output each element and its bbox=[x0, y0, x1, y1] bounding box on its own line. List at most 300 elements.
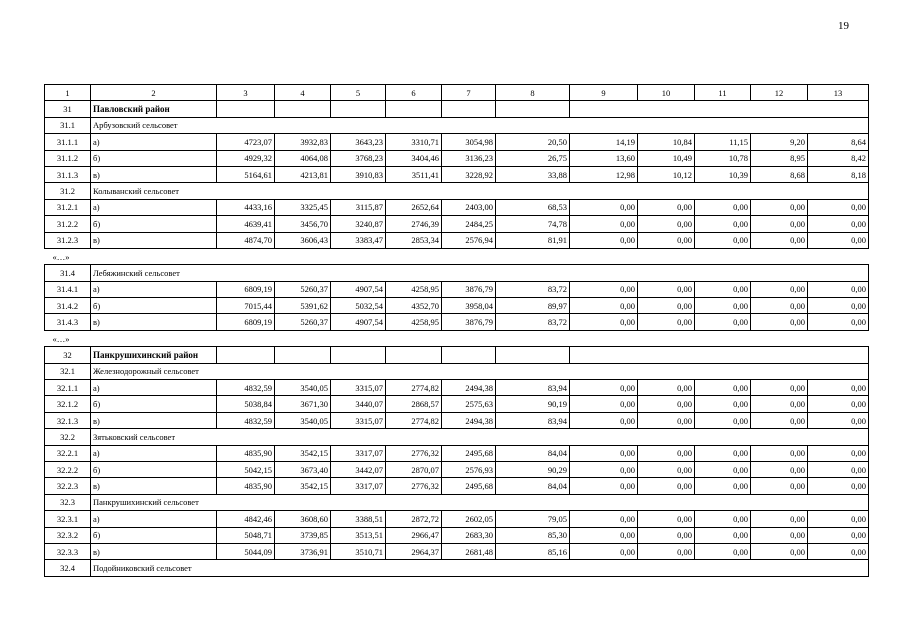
row-label: б) bbox=[91, 461, 217, 477]
row-code: 32.2.1 bbox=[45, 445, 91, 461]
value-cell: 0,00 bbox=[638, 478, 695, 494]
value-cell: 2494,38 bbox=[442, 412, 496, 428]
value-cell: 0,00 bbox=[808, 461, 869, 477]
value-cell: 0,00 bbox=[638, 281, 695, 297]
row-label: в) bbox=[91, 412, 217, 428]
row-code: 31.4.2 bbox=[45, 298, 91, 314]
value-cell: 0,00 bbox=[638, 511, 695, 527]
value-cell: 3315,07 bbox=[331, 412, 386, 428]
column-number: 3 bbox=[217, 85, 275, 101]
row-code: 31.4.3 bbox=[45, 314, 91, 330]
value-cell: 0,00 bbox=[695, 314, 751, 330]
value-cell: 3317,07 bbox=[331, 445, 386, 461]
table-row bbox=[45, 511, 869, 527]
value-cell: 3643,23 bbox=[331, 134, 386, 150]
value-cell: 4213,81 bbox=[275, 166, 331, 182]
value-cell: 0,00 bbox=[751, 298, 808, 314]
value-cell: 0,00 bbox=[570, 396, 638, 412]
district-name: Павловский район bbox=[91, 101, 217, 117]
row-label: в) bbox=[91, 543, 217, 559]
value-cell: 68,53 bbox=[496, 199, 570, 215]
value-cell: 0,00 bbox=[570, 199, 638, 215]
value-cell: 0,00 bbox=[638, 527, 695, 543]
column-number: 13 bbox=[808, 85, 869, 101]
value-cell: 0,00 bbox=[638, 445, 695, 461]
empty-cell bbox=[570, 101, 869, 117]
value-cell: 4832,59 bbox=[217, 412, 275, 428]
value-cell: 0,00 bbox=[570, 298, 638, 314]
value-cell: 2868,57 bbox=[386, 396, 442, 412]
value-cell: 2576,94 bbox=[442, 232, 496, 248]
value-cell: 4842,46 bbox=[217, 511, 275, 527]
row-code: 31.2 bbox=[45, 183, 91, 199]
table-row bbox=[45, 461, 869, 477]
column-number: 11 bbox=[695, 85, 751, 101]
value-cell: 8,18 bbox=[808, 166, 869, 182]
empty-cell bbox=[331, 101, 386, 117]
value-cell: 3910,83 bbox=[331, 166, 386, 182]
table-row bbox=[45, 396, 869, 412]
value-cell: 0,00 bbox=[638, 232, 695, 248]
value-cell: 4907,54 bbox=[331, 281, 386, 297]
value-cell: 0,00 bbox=[638, 380, 695, 396]
row-code: 32.1.1 bbox=[45, 380, 91, 396]
value-cell: 2494,38 bbox=[442, 380, 496, 396]
omission-marker: «…» bbox=[52, 333, 70, 344]
row-code: 32.3.1 bbox=[45, 511, 91, 527]
value-cell: 2652,64 bbox=[386, 199, 442, 215]
value-cell: 0,00 bbox=[808, 543, 869, 559]
value-cell: 6809,19 bbox=[217, 314, 275, 330]
value-cell: 0,00 bbox=[570, 511, 638, 527]
value-cell: 0,00 bbox=[638, 461, 695, 477]
value-cell: 0,00 bbox=[808, 445, 869, 461]
table-row bbox=[45, 199, 869, 215]
value-cell: 2774,82 bbox=[386, 412, 442, 428]
value-cell: 0,00 bbox=[751, 281, 808, 297]
value-cell: 0,00 bbox=[695, 396, 751, 412]
value-cell: 0,00 bbox=[570, 543, 638, 559]
column-number: 9 bbox=[570, 85, 638, 101]
row-code: 32.2 bbox=[45, 429, 91, 445]
council-name: Железнодорожный сельсовет bbox=[91, 363, 869, 379]
value-cell: 2495,68 bbox=[442, 445, 496, 461]
empty-cell bbox=[570, 347, 869, 363]
row-label: а) bbox=[91, 134, 217, 150]
value-cell: 2853,34 bbox=[386, 232, 442, 248]
council-name: Лебяжинский сельсовет bbox=[91, 265, 869, 281]
value-cell: 3768,23 bbox=[331, 150, 386, 166]
value-cell: 0,00 bbox=[570, 314, 638, 330]
tariff-table bbox=[44, 84, 869, 577]
value-cell: 3876,79 bbox=[442, 281, 496, 297]
value-cell: 90,19 bbox=[496, 396, 570, 412]
value-cell: 0,00 bbox=[570, 232, 638, 248]
value-cell: 0,00 bbox=[570, 412, 638, 428]
value-cell: 4835,90 bbox=[217, 445, 275, 461]
council-name: Арбузовский сельсовет bbox=[91, 117, 869, 133]
row-label: а) bbox=[91, 281, 217, 297]
value-cell: 0,00 bbox=[751, 543, 808, 559]
value-cell: 2495,68 bbox=[442, 478, 496, 494]
value-cell: 5038,84 bbox=[217, 396, 275, 412]
row-code: 31.1.3 bbox=[45, 166, 91, 182]
value-cell: 90,29 bbox=[496, 461, 570, 477]
value-cell: 3510,71 bbox=[331, 543, 386, 559]
row-code: 31.1.2 bbox=[45, 150, 91, 166]
value-cell: 0,00 bbox=[570, 527, 638, 543]
value-cell: 3310,71 bbox=[386, 134, 442, 150]
table-row bbox=[45, 380, 869, 396]
value-cell: 2602,05 bbox=[442, 511, 496, 527]
value-cell: 4832,59 bbox=[217, 380, 275, 396]
value-cell: 0,00 bbox=[751, 478, 808, 494]
value-cell: 2776,32 bbox=[386, 445, 442, 461]
value-cell: 0,00 bbox=[751, 511, 808, 527]
district-name: Панкрушихинский район bbox=[91, 347, 217, 363]
value-cell: 84,04 bbox=[496, 478, 570, 494]
column-number: 2 bbox=[91, 85, 217, 101]
table-row bbox=[45, 298, 869, 314]
value-cell: 83,94 bbox=[496, 412, 570, 428]
value-cell: 3739,85 bbox=[275, 527, 331, 543]
value-cell: 11,15 bbox=[695, 134, 751, 150]
value-cell: 10,84 bbox=[638, 134, 695, 150]
value-cell: 2484,25 bbox=[442, 216, 496, 232]
value-cell: 33,88 bbox=[496, 166, 570, 182]
value-cell: 4835,90 bbox=[217, 478, 275, 494]
table-row bbox=[45, 412, 869, 428]
value-cell: 3540,05 bbox=[275, 412, 331, 428]
row-label: а) bbox=[91, 445, 217, 461]
value-cell: 5391,62 bbox=[275, 298, 331, 314]
council-row bbox=[45, 117, 869, 133]
value-cell: 0,00 bbox=[695, 232, 751, 248]
row-code: 32 bbox=[45, 347, 91, 363]
value-cell: 3456,70 bbox=[275, 216, 331, 232]
value-cell: 3540,05 bbox=[275, 380, 331, 396]
value-cell: 13,60 bbox=[570, 150, 638, 166]
row-label: в) bbox=[91, 314, 217, 330]
value-cell: 0,00 bbox=[695, 527, 751, 543]
row-code: 32.2.3 bbox=[45, 478, 91, 494]
value-cell: 2964,37 bbox=[386, 543, 442, 559]
council-row bbox=[45, 494, 869, 510]
value-cell: 0,00 bbox=[808, 281, 869, 297]
page-number: 19 bbox=[838, 20, 849, 32]
council-name: Зятьковский сельсовет bbox=[91, 429, 869, 445]
value-cell: 3958,04 bbox=[442, 298, 496, 314]
value-cell: 2774,82 bbox=[386, 380, 442, 396]
empty-cell bbox=[275, 101, 331, 117]
council-name: Колыванский сельсовет bbox=[91, 183, 869, 199]
row-code: 32.4 bbox=[45, 560, 91, 576]
row-code: 32.2.2 bbox=[45, 461, 91, 477]
row-label: б) bbox=[91, 150, 217, 166]
row-code: 32.1.3 bbox=[45, 412, 91, 428]
omission-marker-row bbox=[45, 330, 869, 346]
value-cell: 0,00 bbox=[638, 396, 695, 412]
value-cell: 3383,47 bbox=[331, 232, 386, 248]
row-code: 31.2.1 bbox=[45, 199, 91, 215]
table-row bbox=[45, 527, 869, 543]
value-cell: 8,95 bbox=[751, 150, 808, 166]
row-code: 32.3.2 bbox=[45, 527, 91, 543]
value-cell: 79,05 bbox=[496, 511, 570, 527]
empty-cell bbox=[442, 101, 496, 117]
value-cell: 8,42 bbox=[808, 150, 869, 166]
value-cell: 89,97 bbox=[496, 298, 570, 314]
value-cell: 3671,30 bbox=[275, 396, 331, 412]
value-cell: 0,00 bbox=[695, 281, 751, 297]
row-code: 31.4 bbox=[45, 265, 91, 281]
value-cell: 0,00 bbox=[808, 412, 869, 428]
column-number: 12 bbox=[751, 85, 808, 101]
value-cell: 85,30 bbox=[496, 527, 570, 543]
table-row bbox=[45, 216, 869, 232]
value-cell: 3542,15 bbox=[275, 445, 331, 461]
column-number: 8 bbox=[496, 85, 570, 101]
value-cell: 3317,07 bbox=[331, 478, 386, 494]
value-cell: 4723,07 bbox=[217, 134, 275, 150]
value-cell: 0,00 bbox=[808, 527, 869, 543]
value-cell: 0,00 bbox=[808, 396, 869, 412]
value-cell: 14,19 bbox=[570, 134, 638, 150]
value-cell: 2872,72 bbox=[386, 511, 442, 527]
row-label: б) bbox=[91, 527, 217, 543]
council-row bbox=[45, 363, 869, 379]
value-cell: 85,16 bbox=[496, 543, 570, 559]
column-number: 4 bbox=[275, 85, 331, 101]
value-cell: 3876,79 bbox=[442, 314, 496, 330]
column-number: 5 bbox=[331, 85, 386, 101]
value-cell: 83,72 bbox=[496, 281, 570, 297]
value-cell: 0,00 bbox=[570, 461, 638, 477]
value-cell: 0,00 bbox=[570, 281, 638, 297]
value-cell: 0,00 bbox=[751, 199, 808, 215]
column-number: 6 bbox=[386, 85, 442, 101]
value-cell: 0,00 bbox=[751, 461, 808, 477]
council-name: Подойниковский сельсовет bbox=[91, 560, 869, 576]
empty-cell bbox=[217, 347, 275, 363]
council-row bbox=[45, 265, 869, 281]
value-cell: 20,50 bbox=[496, 134, 570, 150]
value-cell: 6809,19 bbox=[217, 281, 275, 297]
row-code: 32.3 bbox=[45, 494, 91, 510]
district-row bbox=[45, 347, 869, 363]
column-number: 1 bbox=[45, 85, 91, 101]
value-cell: 10,78 bbox=[695, 150, 751, 166]
row-label: а) bbox=[91, 199, 217, 215]
value-cell: 4907,54 bbox=[331, 314, 386, 330]
table-row bbox=[45, 543, 869, 559]
table-row bbox=[45, 134, 869, 150]
value-cell: 3513,51 bbox=[331, 527, 386, 543]
value-cell: 5260,37 bbox=[275, 281, 331, 297]
value-cell: 3115,87 bbox=[331, 199, 386, 215]
table-row bbox=[45, 281, 869, 297]
row-label: в) bbox=[91, 232, 217, 248]
value-cell: 2776,32 bbox=[386, 478, 442, 494]
table-row bbox=[45, 314, 869, 330]
value-cell: 0,00 bbox=[638, 543, 695, 559]
value-cell: 83,94 bbox=[496, 380, 570, 396]
row-label: а) bbox=[91, 380, 217, 396]
value-cell: 0,00 bbox=[695, 199, 751, 215]
value-cell: 0,00 bbox=[695, 461, 751, 477]
row-code: 32.1.2 bbox=[45, 396, 91, 412]
row-label: в) bbox=[91, 478, 217, 494]
value-cell: 0,00 bbox=[695, 543, 751, 559]
value-cell: 4639,41 bbox=[217, 216, 275, 232]
row-code: 31.1.1 bbox=[45, 134, 91, 150]
value-cell: 0,00 bbox=[570, 380, 638, 396]
value-cell: 3240,87 bbox=[331, 216, 386, 232]
council-row bbox=[45, 183, 869, 199]
column-number-row bbox=[45, 85, 869, 101]
value-cell: 74,78 bbox=[496, 216, 570, 232]
table-row bbox=[45, 232, 869, 248]
value-cell: 0,00 bbox=[570, 216, 638, 232]
council-name: Панкрушихинский сельсовет bbox=[91, 494, 869, 510]
value-cell: 2403,00 bbox=[442, 199, 496, 215]
value-cell: 4064,08 bbox=[275, 150, 331, 166]
value-cell: 0,00 bbox=[751, 380, 808, 396]
value-cell: 5260,37 bbox=[275, 314, 331, 330]
value-cell: 2576,93 bbox=[442, 461, 496, 477]
value-cell: 0,00 bbox=[638, 412, 695, 428]
value-cell: 2681,48 bbox=[442, 543, 496, 559]
value-cell: 3228,92 bbox=[442, 166, 496, 182]
empty-cell bbox=[386, 347, 442, 363]
value-cell: 4929,32 bbox=[217, 150, 275, 166]
value-cell: 3673,40 bbox=[275, 461, 331, 477]
row-label: б) bbox=[91, 396, 217, 412]
value-cell: 2683,30 bbox=[442, 527, 496, 543]
value-cell: 2746,39 bbox=[386, 216, 442, 232]
value-cell: 8,68 bbox=[751, 166, 808, 182]
column-number: 10 bbox=[638, 85, 695, 101]
column-number: 7 bbox=[442, 85, 496, 101]
omission-marker: «…» bbox=[52, 251, 70, 262]
empty-cell bbox=[331, 347, 386, 363]
value-cell: 4874,70 bbox=[217, 232, 275, 248]
value-cell: 0,00 bbox=[751, 527, 808, 543]
value-cell: 0,00 bbox=[808, 199, 869, 215]
value-cell: 0,00 bbox=[808, 478, 869, 494]
row-code: 32.1 bbox=[45, 363, 91, 379]
value-cell: 10,49 bbox=[638, 150, 695, 166]
value-cell: 3736,91 bbox=[275, 543, 331, 559]
value-cell: 3315,07 bbox=[331, 380, 386, 396]
council-row bbox=[45, 560, 869, 576]
row-code: 31.2.2 bbox=[45, 216, 91, 232]
value-cell: 0,00 bbox=[695, 478, 751, 494]
row-code: 32.3.3 bbox=[45, 543, 91, 559]
value-cell: 0,00 bbox=[808, 511, 869, 527]
value-cell: 0,00 bbox=[808, 314, 869, 330]
value-cell: 5044,09 bbox=[217, 543, 275, 559]
row-label: а) bbox=[91, 511, 217, 527]
row-code: 31.4.1 bbox=[45, 281, 91, 297]
value-cell: 0,00 bbox=[695, 216, 751, 232]
value-cell: 3511,41 bbox=[386, 166, 442, 182]
value-cell: 0,00 bbox=[751, 396, 808, 412]
value-cell: 26,75 bbox=[496, 150, 570, 166]
value-cell: 84,04 bbox=[496, 445, 570, 461]
value-cell: 0,00 bbox=[751, 445, 808, 461]
value-cell: 3136,23 bbox=[442, 150, 496, 166]
empty-cell bbox=[217, 101, 275, 117]
row-label: в) bbox=[91, 166, 217, 182]
row-label: б) bbox=[91, 216, 217, 232]
value-cell: 0,00 bbox=[751, 314, 808, 330]
omission-marker-row bbox=[45, 248, 869, 264]
value-cell: 0,00 bbox=[695, 298, 751, 314]
value-cell: 0,00 bbox=[751, 216, 808, 232]
value-cell: 3442,07 bbox=[331, 461, 386, 477]
district-row bbox=[45, 101, 869, 117]
value-cell: 0,00 bbox=[570, 445, 638, 461]
value-cell: 4433,16 bbox=[217, 199, 275, 215]
empty-cell bbox=[496, 101, 570, 117]
empty-cell bbox=[275, 347, 331, 363]
value-cell: 0,00 bbox=[695, 380, 751, 396]
row-code: 31.2.3 bbox=[45, 232, 91, 248]
value-cell: 10,12 bbox=[638, 166, 695, 182]
value-cell: 3932,83 bbox=[275, 134, 331, 150]
value-cell: 0,00 bbox=[695, 412, 751, 428]
value-cell: 5048,71 bbox=[217, 527, 275, 543]
value-cell: 0,00 bbox=[638, 199, 695, 215]
value-cell: 0,00 bbox=[808, 216, 869, 232]
empty-cell bbox=[442, 347, 496, 363]
value-cell: 2870,07 bbox=[386, 461, 442, 477]
value-cell: 4258,95 bbox=[386, 281, 442, 297]
row-code: 31 bbox=[45, 101, 91, 117]
empty-cell bbox=[496, 347, 570, 363]
table-row bbox=[45, 150, 869, 166]
council-row bbox=[45, 429, 869, 445]
value-cell: 0,00 bbox=[751, 412, 808, 428]
value-cell: 0,00 bbox=[638, 298, 695, 314]
value-cell: 10,39 bbox=[695, 166, 751, 182]
row-code: 31.1 bbox=[45, 117, 91, 133]
value-cell: 4352,70 bbox=[386, 298, 442, 314]
value-cell: 0,00 bbox=[638, 216, 695, 232]
value-cell: 8,64 bbox=[808, 134, 869, 150]
value-cell: 7015,44 bbox=[217, 298, 275, 314]
value-cell: 0,00 bbox=[808, 380, 869, 396]
value-cell: 5032,54 bbox=[331, 298, 386, 314]
value-cell: 3440,07 bbox=[331, 396, 386, 412]
value-cell: 0,00 bbox=[808, 298, 869, 314]
value-cell: 0,00 bbox=[695, 511, 751, 527]
value-cell: 5164,61 bbox=[217, 166, 275, 182]
value-cell: 83,72 bbox=[496, 314, 570, 330]
table-row bbox=[45, 478, 869, 494]
value-cell: 2575,63 bbox=[442, 396, 496, 412]
value-cell: 3606,43 bbox=[275, 232, 331, 248]
value-cell: 3054,98 bbox=[442, 134, 496, 150]
value-cell: 5042,15 bbox=[217, 461, 275, 477]
value-cell: 0,00 bbox=[808, 232, 869, 248]
value-cell: 3542,15 bbox=[275, 478, 331, 494]
value-cell: 0,00 bbox=[570, 478, 638, 494]
value-cell: 3608,60 bbox=[275, 511, 331, 527]
table-row bbox=[45, 166, 869, 182]
value-cell: 4258,95 bbox=[386, 314, 442, 330]
